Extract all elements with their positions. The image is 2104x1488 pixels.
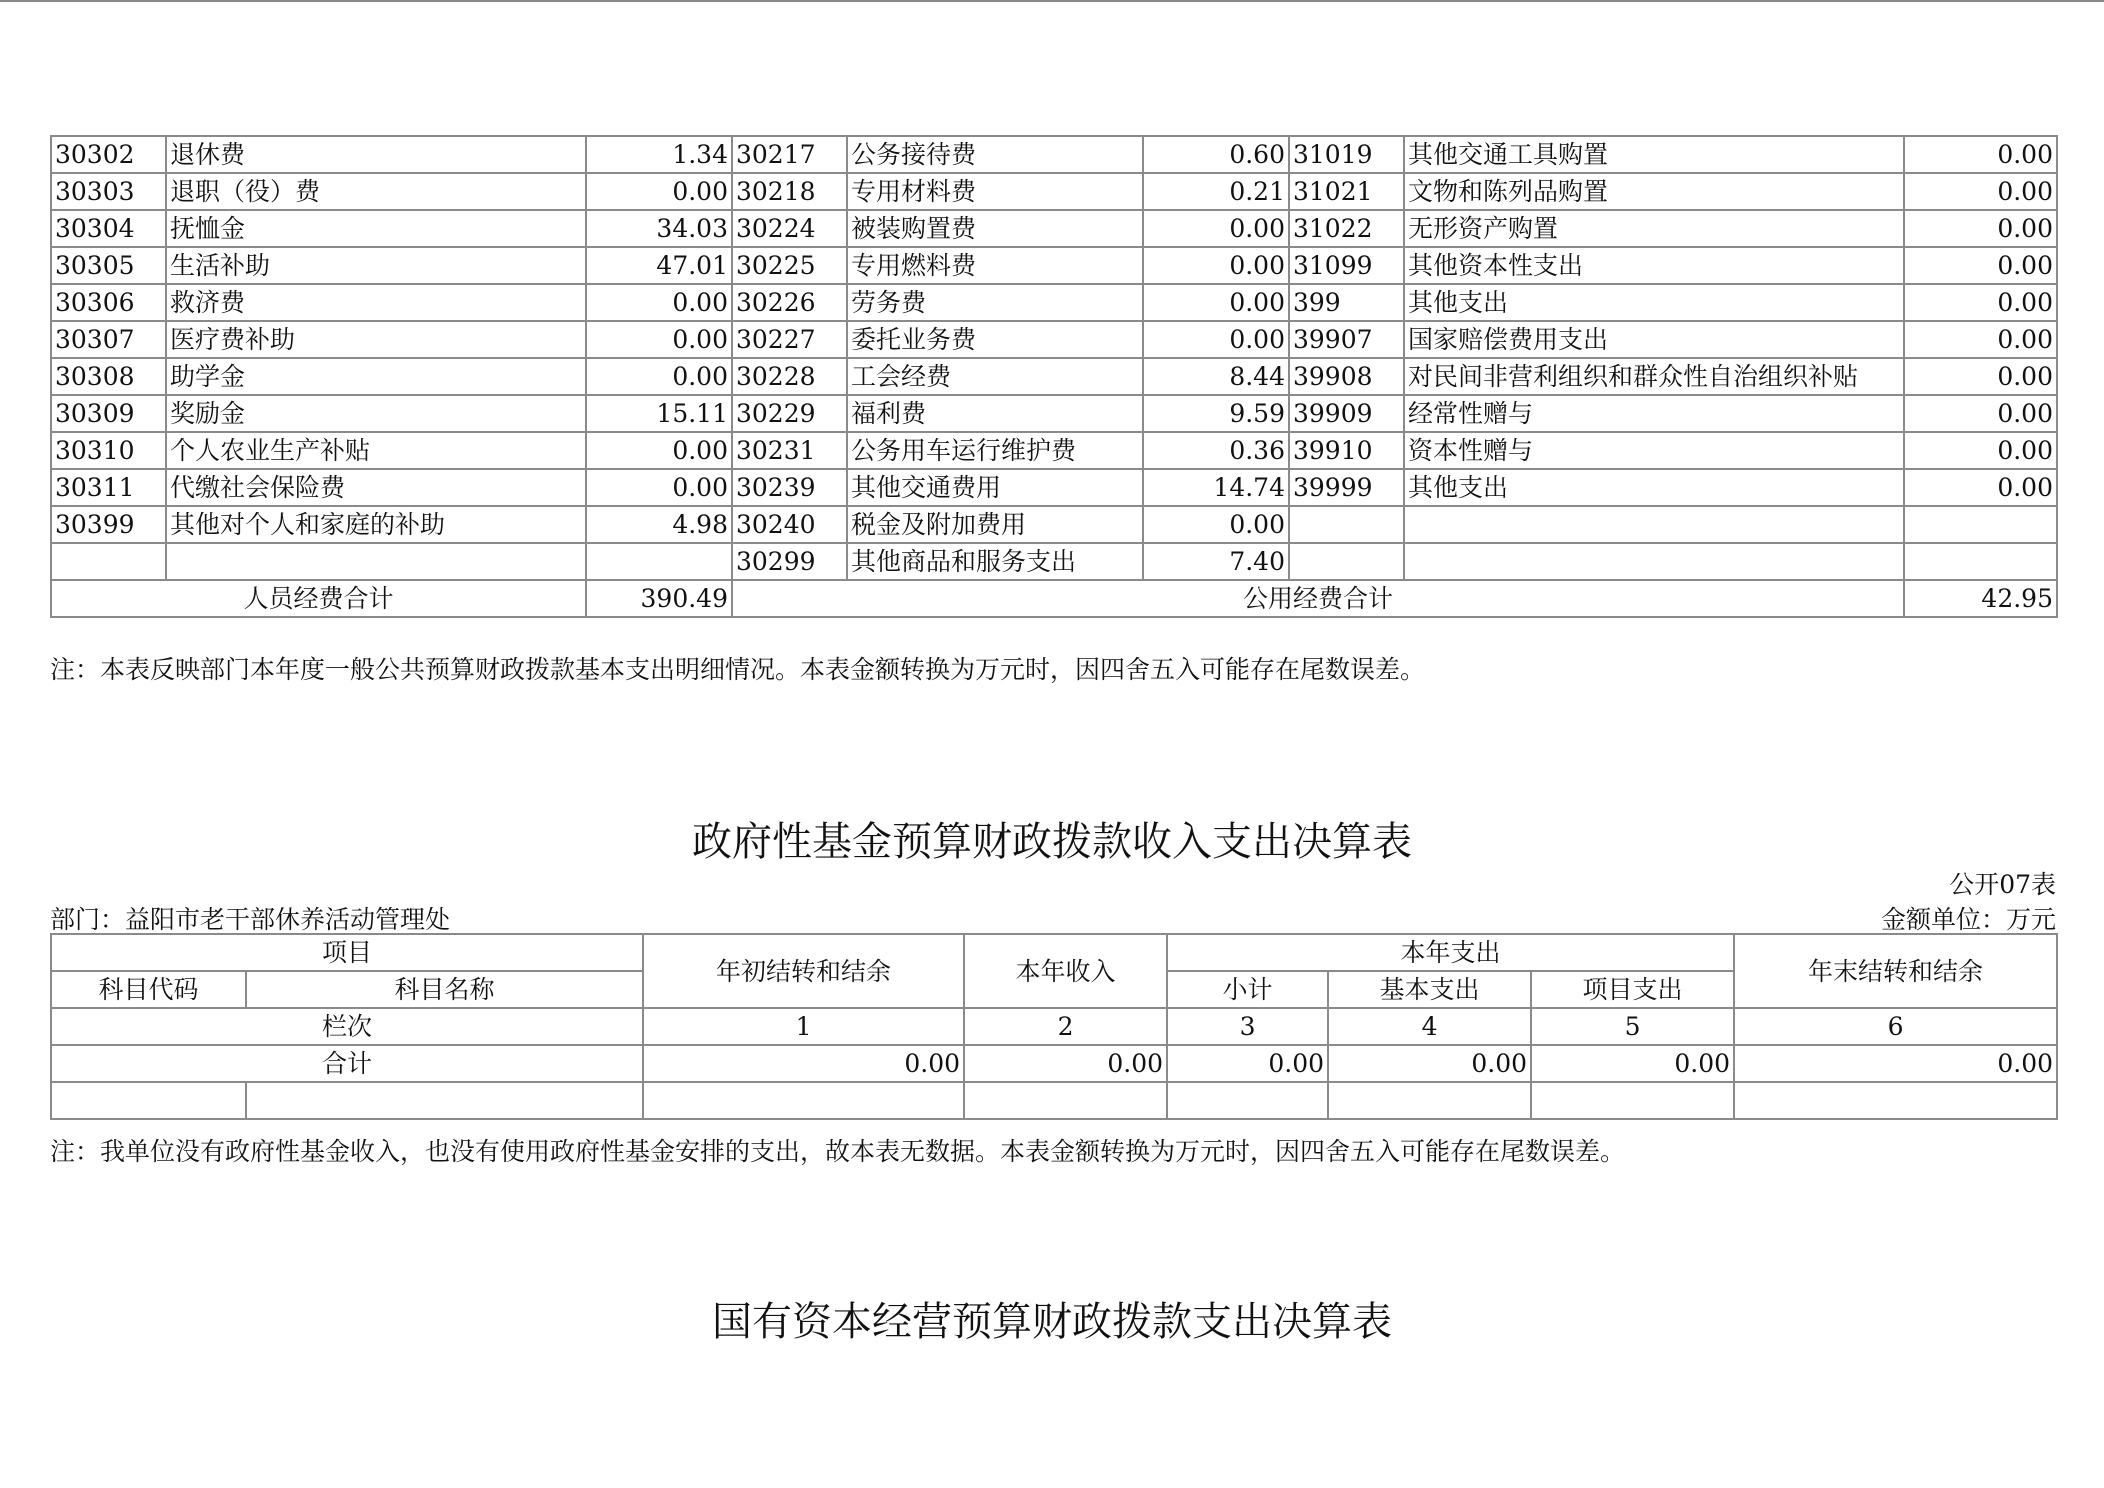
- expense-amount-cell: 0.00: [1904, 321, 2057, 358]
- expense-amount-cell: 0.60: [1143, 136, 1289, 173]
- column-number: 6: [1734, 1008, 2057, 1045]
- fund-table-note: 注：我单位没有政府性基金收入，也没有使用政府性基金安排的支出，故本表无数据。本表金额转换为万元时，因四舍五入可能存在尾数误差。: [50, 1137, 1626, 1166]
- table-row: [51, 173, 2057, 210]
- expense-name-cell: 代缴社会保险费: [166, 469, 586, 506]
- expense-code-cell: 31022: [1289, 210, 1404, 247]
- expense-amount-cell: 0.00: [586, 284, 732, 321]
- expense-name-cell: 其他支出: [1404, 469, 1904, 506]
- empty-cell: [246, 1082, 643, 1119]
- expense-code-cell: 30399: [51, 506, 166, 543]
- expense-code-cell: 30229: [732, 395, 847, 432]
- public-total-value: 42.95: [1904, 580, 2057, 617]
- total-value: 0.00: [1531, 1045, 1734, 1082]
- expense-code-cell: 30303: [51, 173, 166, 210]
- table-row: [51, 395, 2057, 432]
- header-row-1: [51, 934, 2057, 971]
- expense-amount-cell: [1904, 506, 2057, 543]
- expense-name-cell: 公务用车运行维护费: [847, 432, 1143, 469]
- expense-code-cell: 30225: [732, 247, 847, 284]
- expense-code-cell: 31099: [1289, 247, 1404, 284]
- expense-name-cell: 专用燃料费: [847, 247, 1143, 284]
- page-top-border: [0, 0, 2104, 2]
- header-name: 科目名称: [246, 971, 643, 1008]
- expense-name-cell: 劳务费: [847, 284, 1143, 321]
- expense-amount-cell: 0.00: [1143, 506, 1289, 543]
- expense-code-cell: 30305: [51, 247, 166, 284]
- expense-code-cell: 39908: [1289, 358, 1404, 395]
- expense-name-cell: 救济费: [166, 284, 586, 321]
- total-value: 0.00: [1328, 1045, 1531, 1082]
- expense-amount-cell: [1904, 543, 2057, 580]
- expense-amount-cell: 0.00: [1143, 284, 1289, 321]
- expense-name-cell: 医疗费补助: [166, 321, 586, 358]
- expense-name-cell: 资本性赠与: [1404, 432, 1904, 469]
- expense-name-cell: 其他商品和服务支出: [847, 543, 1143, 580]
- expense-amount-cell: 0.00: [1904, 284, 2057, 321]
- total-value: 0.00: [643, 1045, 964, 1082]
- expense-name-cell: 其他对个人和家庭的补助: [166, 506, 586, 543]
- expense-name-cell: 税金及附加费用: [847, 506, 1143, 543]
- expense-name-cell: 对民间非营利组织和群众性自治组织补贴: [1404, 358, 1904, 395]
- expense-amount-cell: 0.36: [1143, 432, 1289, 469]
- expense-code-cell: 30218: [732, 173, 847, 210]
- expense-amount-cell: 8.44: [1143, 358, 1289, 395]
- expense-code-cell: 30309: [51, 395, 166, 432]
- expense-amount-cell: 9.59: [1143, 395, 1289, 432]
- column-number: 3: [1167, 1008, 1328, 1045]
- expense-name-cell: 退职（役）费: [166, 173, 586, 210]
- expense-name-cell: 福利费: [847, 395, 1143, 432]
- total-label: 合计: [51, 1045, 643, 1082]
- expense-code-cell: 30231: [732, 432, 847, 469]
- table-row: [51, 506, 2057, 543]
- totals-row: [51, 580, 2057, 617]
- header-income: 本年收入: [964, 934, 1167, 1008]
- expense-amount-cell: 0.00: [1904, 469, 2057, 506]
- basic-expenditure-table: [50, 135, 2058, 618]
- expense-code-cell: 30217: [732, 136, 847, 173]
- expense-code-cell: 39910: [1289, 432, 1404, 469]
- expense-code-cell: 30302: [51, 136, 166, 173]
- table-row: [51, 247, 2057, 284]
- expense-amount-cell: 15.11: [586, 395, 732, 432]
- expense-code-cell: 39907: [1289, 321, 1404, 358]
- column-number-label: 栏次: [51, 1008, 643, 1045]
- expense-code-cell: 30308: [51, 358, 166, 395]
- expense-name-cell: 其他支出: [1404, 284, 1904, 321]
- expense-code-cell: 30239: [732, 469, 847, 506]
- header-opening: 年初结转和结余: [643, 934, 964, 1008]
- expense-name-cell: 国家赔偿费用支出: [1404, 321, 1904, 358]
- expense-name-cell: 无形资产购置: [1404, 210, 1904, 247]
- expense-code-cell: 30307: [51, 321, 166, 358]
- expense-amount-cell: 0.00: [586, 469, 732, 506]
- expense-code-cell: 31019: [1289, 136, 1404, 173]
- table-code: 公开07表: [1949, 870, 2056, 899]
- expense-amount-cell: 0.00: [1143, 247, 1289, 284]
- expense-amount-cell: 0.00: [1904, 247, 2057, 284]
- expense-code-cell: [1289, 506, 1404, 543]
- total-value: 0.00: [964, 1045, 1167, 1082]
- expense-amount-cell: 0.00: [586, 173, 732, 210]
- total-row: [51, 1045, 2057, 1082]
- expense-amount-cell: 4.98: [586, 506, 732, 543]
- expense-name-cell: [166, 543, 586, 580]
- total-value: 0.00: [1734, 1045, 2057, 1082]
- header-closing: 年末结转和结余: [1734, 934, 2057, 1008]
- state-capital-table-title: 国有资本经营预算财政拨款支出决算表: [712, 1299, 1392, 1345]
- expense-name-cell: [1404, 506, 1904, 543]
- column-number: 1: [643, 1008, 964, 1045]
- empty-cell: [1531, 1082, 1734, 1119]
- table-row: [51, 210, 2057, 247]
- expense-code-cell: 30224: [732, 210, 847, 247]
- expense-amount-cell: 0.00: [1904, 358, 2057, 395]
- expense-amount-cell: 14.74: [1143, 469, 1289, 506]
- expense-amount-cell: 1.34: [586, 136, 732, 173]
- table-row: [51, 284, 2057, 321]
- expense-code-cell: 30310: [51, 432, 166, 469]
- expense-code-cell: 30227: [732, 321, 847, 358]
- expense-code-cell: 30304: [51, 210, 166, 247]
- expense-name-cell: 其他资本性支出: [1404, 247, 1904, 284]
- expense-code-cell: 30311: [51, 469, 166, 506]
- expense-code-cell: 399: [1289, 284, 1404, 321]
- empty-cell: [1167, 1082, 1328, 1119]
- column-number: 4: [1328, 1008, 1531, 1045]
- expense-amount-cell: 34.03: [586, 210, 732, 247]
- expense-table-note: 注：本表反映部门本年度一般公共预算财政拨款基本支出明细情况。本表金额转换为万元时，因四舍五入可能存在尾数误差。: [50, 655, 1426, 684]
- empty-row: [51, 1082, 2057, 1119]
- table-row: [51, 432, 2057, 469]
- personnel-total-label: 人员经费合计: [51, 580, 586, 617]
- expense-code-cell: [51, 543, 166, 580]
- column-number-row: [51, 1008, 2057, 1045]
- expense-name-cell: 专用材料费: [847, 173, 1143, 210]
- public-total-label: 公用经费合计: [732, 580, 1904, 617]
- expense-name-cell: 其他交通费用: [847, 469, 1143, 506]
- header-basic: 基本支出: [1328, 971, 1531, 1008]
- empty-cell: [1734, 1082, 2057, 1119]
- table-row: [51, 358, 2057, 395]
- expense-amount-cell: 0.00: [1904, 395, 2057, 432]
- expense-code-cell: 30306: [51, 284, 166, 321]
- expense-name-cell: [1404, 543, 1904, 580]
- expense-amount-cell: 0.00: [586, 321, 732, 358]
- total-value: 0.00: [1167, 1045, 1328, 1082]
- expense-code-cell: 39999: [1289, 469, 1404, 506]
- expense-code-cell: 30299: [732, 543, 847, 580]
- expense-name-cell: 公务接待费: [847, 136, 1143, 173]
- table-row: [51, 543, 2057, 580]
- expense-name-cell: 被装购置费: [847, 210, 1143, 247]
- expense-amount-cell: 0.00: [1904, 432, 2057, 469]
- column-number: 2: [964, 1008, 1167, 1045]
- expense-amount-cell: 7.40: [1143, 543, 1289, 580]
- empty-cell: [1328, 1082, 1531, 1119]
- expense-name-cell: 个人农业生产补贴: [166, 432, 586, 469]
- expense-amount-cell: 0.00: [1143, 321, 1289, 358]
- header-project: 项目支出: [1531, 971, 1734, 1008]
- government-fund-table: [50, 933, 2058, 1120]
- expense-amount-cell: 47.01: [586, 247, 732, 284]
- empty-cell: [51, 1082, 246, 1119]
- table-row: [51, 321, 2057, 358]
- expense-amount-cell: 0.00: [1904, 136, 2057, 173]
- column-number: 5: [1531, 1008, 1734, 1045]
- expense-amount-cell: 0.00: [586, 358, 732, 395]
- expense-name-cell: 生活补助: [166, 247, 586, 284]
- expense-amount-cell: 0.00: [1904, 173, 2057, 210]
- expense-name-cell: 文物和陈列品购置: [1404, 173, 1904, 210]
- expense-amount-cell: [586, 543, 732, 580]
- fund-table-title: 政府性基金预算财政拨款收入支出决算表: [692, 819, 1412, 865]
- expense-code-cell: 30228: [732, 358, 847, 395]
- expense-code-cell: 39909: [1289, 395, 1404, 432]
- empty-cell: [964, 1082, 1167, 1119]
- amount-unit: 金额单位：万元: [1880, 905, 2056, 934]
- empty-cell: [643, 1082, 964, 1119]
- expense-amount-cell: 0.21: [1143, 173, 1289, 210]
- expense-name-cell: 工会经费: [847, 358, 1143, 395]
- expense-name-cell: 抚恤金: [166, 210, 586, 247]
- expense-code-cell: 30240: [732, 506, 847, 543]
- expense-amount-cell: 0.00: [1143, 210, 1289, 247]
- header-item: 项目: [51, 934, 643, 971]
- header-expense: 本年支出: [1167, 934, 1734, 971]
- expense-amount-cell: 0.00: [586, 432, 732, 469]
- table-row: [51, 136, 2057, 173]
- expense-name-cell: 其他交通工具购置: [1404, 136, 1904, 173]
- expense-name-cell: 奖励金: [166, 395, 586, 432]
- expense-name-cell: 助学金: [166, 358, 586, 395]
- department-label: 部门：益阳市老干部休养活动管理处: [50, 905, 451, 934]
- expense-code-cell: [1289, 543, 1404, 580]
- expense-name-cell: 退休费: [166, 136, 586, 173]
- expense-code-cell: 30226: [732, 284, 847, 321]
- expense-name-cell: 委托业务费: [847, 321, 1143, 358]
- expense-amount-cell: 0.00: [1904, 210, 2057, 247]
- header-subtotal: 小计: [1167, 971, 1328, 1008]
- expense-name-cell: 经常性赠与: [1404, 395, 1904, 432]
- personnel-total-value: 390.49: [586, 580, 732, 617]
- expense-code-cell: 31021: [1289, 173, 1404, 210]
- table-row: [51, 469, 2057, 506]
- header-code: 科目代码: [51, 971, 246, 1008]
